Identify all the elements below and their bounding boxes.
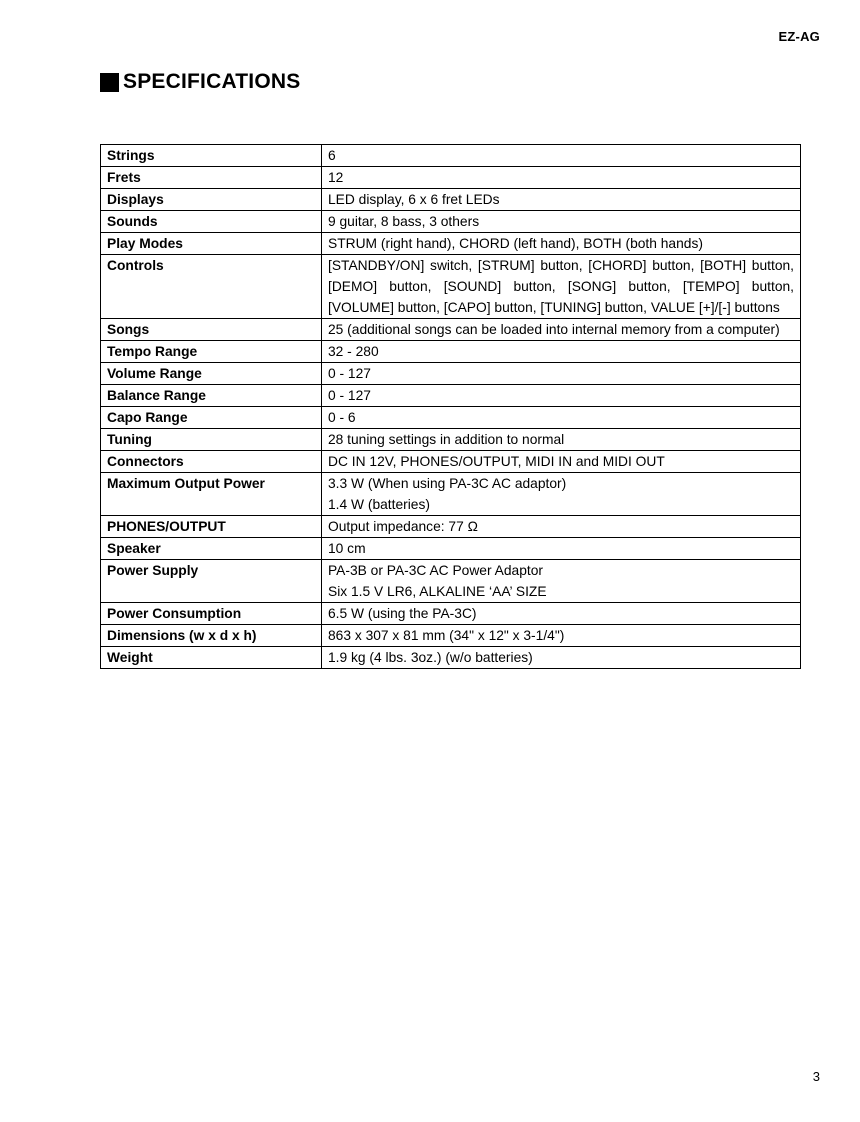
spec-label: Weight	[101, 647, 322, 669]
spec-value	[322, 560, 801, 603]
spec-label: Tempo Range	[101, 341, 322, 363]
spec-value	[322, 319, 801, 341]
spec-value-line: 1.4 W (batteries)	[328, 497, 430, 512]
spec-value-line: Six 1.5 V LR6, ALKALINE ‘AA’ SIZE	[328, 584, 547, 599]
spec-label: Speaker	[101, 538, 322, 560]
spec-value-line: 12	[328, 170, 344, 185]
spec-value	[322, 625, 801, 647]
spec-value	[322, 473, 801, 516]
spec-value-line: 28 tuning settings in addition to normal	[328, 432, 565, 447]
spec-row-strings	[101, 145, 801, 167]
spec-row-power-supply	[101, 560, 801, 603]
square-bullet-icon	[100, 73, 119, 92]
spec-row-capo-range	[101, 407, 801, 429]
spec-value	[322, 603, 801, 625]
spec-label: Songs	[101, 319, 322, 341]
spec-label: Balance Range	[101, 385, 322, 407]
spec-value-line: 0 - 127	[328, 388, 371, 403]
spec-row-play-modes	[101, 233, 801, 255]
spec-label: Connectors	[101, 451, 322, 473]
spec-row-tuning	[101, 429, 801, 451]
spec-value-line: 6	[328, 148, 336, 163]
spec-value	[322, 167, 801, 189]
spec-label: Displays	[101, 189, 322, 211]
spec-value-line: [STANDBY/ON] switch, [STRUM] button, [CHORD] button, [BOTH] button,	[328, 258, 794, 273]
spec-label: Maximum Output Power	[101, 473, 322, 516]
spec-value-line: Output impedance: 77 Ω	[328, 519, 478, 534]
spec-row-tempo-range	[101, 341, 801, 363]
spec-value-line: 1.9 kg (4 lbs. 3oz.) (w/o batteries)	[328, 650, 533, 665]
spec-label: Dimensions (w x d x h)	[101, 625, 322, 647]
spec-value-line: 0 - 6	[328, 410, 356, 425]
spec-label: Controls	[101, 255, 322, 319]
spec-value-line: DC IN 12V, PHONES/OUTPUT, MIDI IN and MIDI OUT	[328, 454, 665, 469]
spec-value-line: LED display, 6 x 6 fret LEDs	[328, 192, 500, 207]
spec-row-phones-output	[101, 516, 801, 538]
specifications-table	[100, 144, 801, 669]
spec-label: PHONES/OUTPUT	[101, 516, 322, 538]
spec-value	[322, 189, 801, 211]
spec-row-songs	[101, 319, 801, 341]
spec-value	[322, 255, 801, 319]
spec-label: Tuning	[101, 429, 322, 451]
spec-value	[322, 363, 801, 385]
spec-value	[322, 407, 801, 429]
spec-value-line: 10 cm	[328, 541, 366, 556]
spec-value-line: 3.3 W (When using PA-3C AC adaptor)	[328, 476, 567, 491]
page-title: SPECIFICATIONS	[123, 70, 301, 93]
spec-label: Capo Range	[101, 407, 322, 429]
spec-label: Power Consumption	[101, 603, 322, 625]
spec-value-line: 32 - 280	[328, 344, 379, 359]
spec-value	[322, 233, 801, 255]
spec-value-line: STRUM (right hand), CHORD (left hand), BOTH (both hands)	[328, 236, 703, 251]
spec-row-dimensions	[101, 625, 801, 647]
spec-row-speaker	[101, 538, 801, 560]
spec-row-connectors	[101, 451, 801, 473]
spec-label: Volume Range	[101, 363, 322, 385]
spec-row-displays	[101, 189, 801, 211]
spec-value	[322, 385, 801, 407]
spec-value	[322, 145, 801, 167]
spec-row-weight	[101, 647, 801, 669]
spec-value	[322, 341, 801, 363]
spec-label: Play Modes	[101, 233, 322, 255]
spec-label: Sounds	[101, 211, 322, 233]
section-heading	[100, 70, 300, 94]
spec-value	[322, 538, 801, 560]
spec-value-line: [DEMO] button, [SOUND] button, [SONG] button, [TEMPO] button,	[328, 279, 794, 294]
spec-value	[322, 647, 801, 669]
spec-value-line: [VOLUME] button, [CAPO] button, [TUNING] button, VALUE [+]/[-] buttons	[328, 300, 780, 315]
spec-row-balance-range	[101, 385, 801, 407]
spec-row-sounds	[101, 211, 801, 233]
spec-value-line: 0 - 127	[328, 366, 371, 381]
spec-value-line: 6.5 W (using the PA-3C)	[328, 606, 477, 621]
spec-label: Power Supply	[101, 560, 322, 603]
spec-value-line: PA-3B or PA-3C AC Power Adaptor	[328, 563, 543, 578]
spec-row-maximum-output-power	[101, 473, 801, 516]
page-number: 3	[812, 1069, 820, 1084]
spec-row-power-consumption	[101, 603, 801, 625]
spec-row-controls	[101, 255, 801, 319]
spec-value-line: 9 guitar, 8 bass, 3 others	[328, 214, 480, 229]
model-name: EZ-AG	[778, 29, 820, 44]
spec-value-line: 25 (additional songs can be loaded into internal memory from a computer)	[328, 322, 780, 337]
spec-value	[322, 429, 801, 451]
spec-label: Strings	[101, 145, 322, 167]
spec-value	[322, 211, 801, 233]
spec-value	[322, 516, 801, 538]
spec-row-frets	[101, 167, 801, 189]
spec-label: Frets	[101, 167, 322, 189]
spec-value-line: 863 x 307 x 81 mm (34" x 12" x 3-1/4")	[328, 628, 565, 643]
spec-row-volume-range	[101, 363, 801, 385]
spec-value	[322, 451, 801, 473]
